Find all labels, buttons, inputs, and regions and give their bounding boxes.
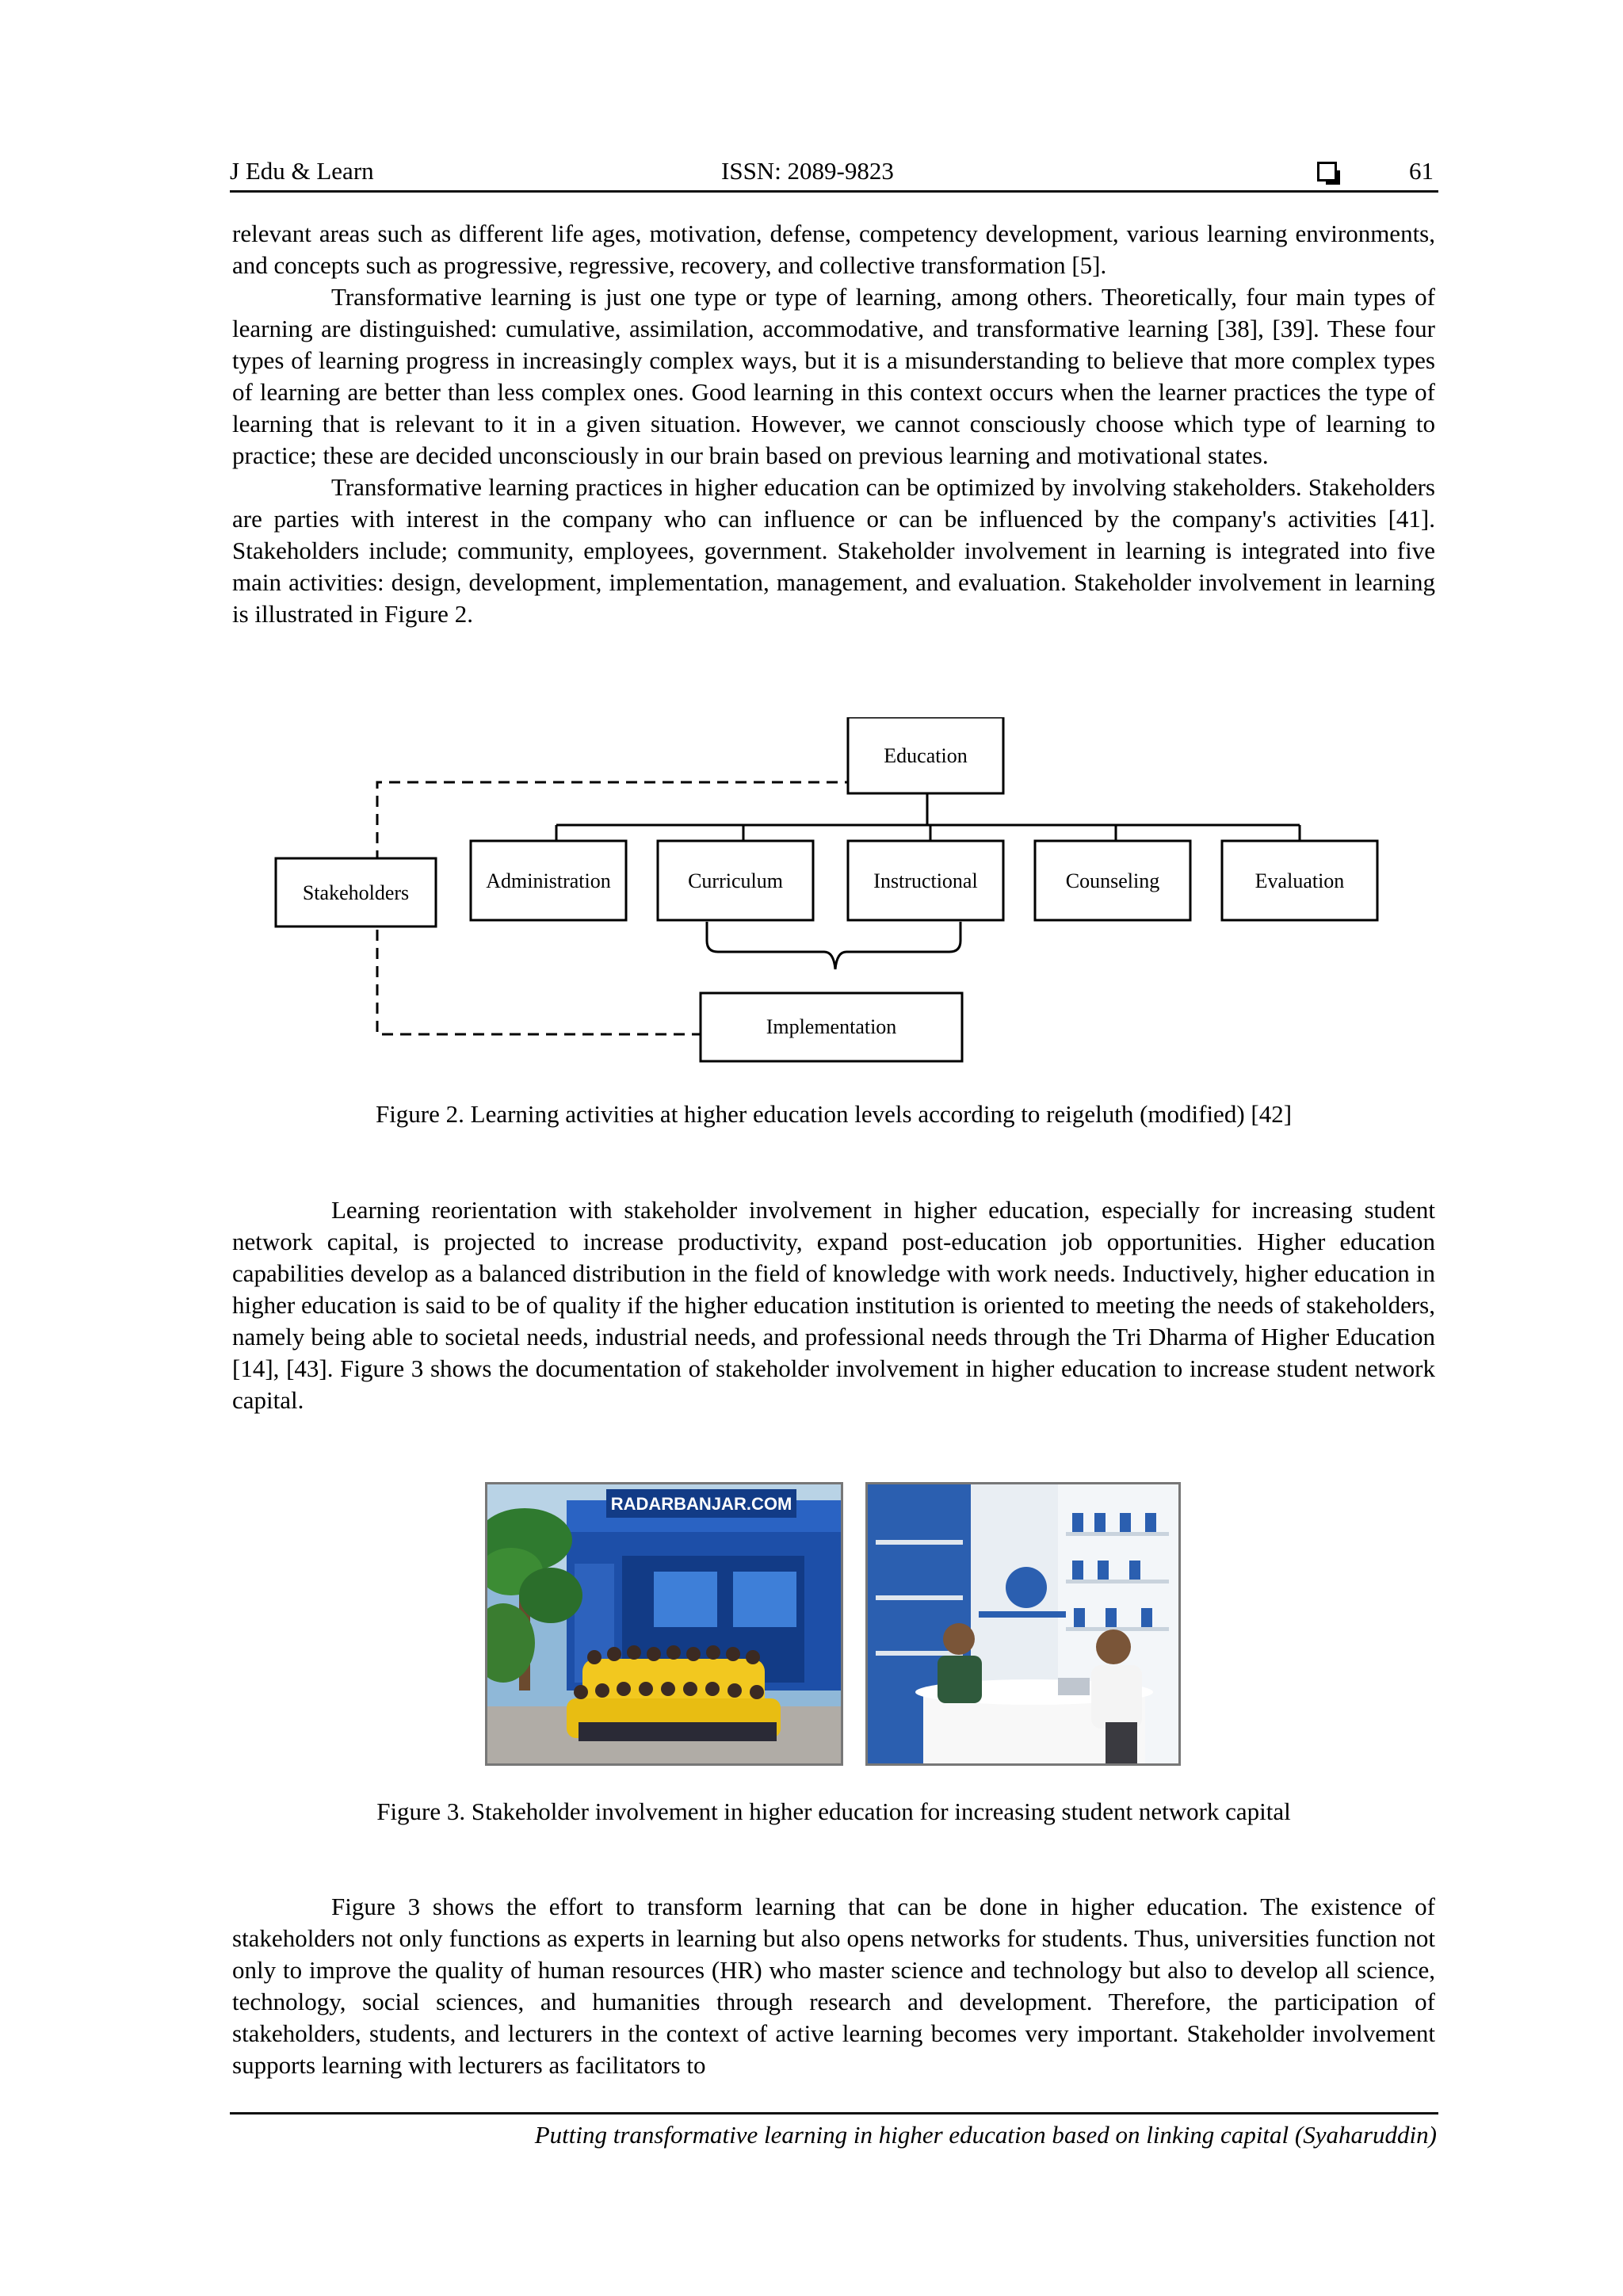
- running-footer: Putting transformative learning in higher education based on linking capital (Syaharuddin): [534, 2121, 1437, 2149]
- paragraph: Transformative learning practices in higher education can be optimized by involving stakeholders. Stakeholders are parties with interest in the company who can influence or can be influenced by the company's activities [41]. Stakeholders include; community, employees, government. Stakeholder involvement in learning is integrated into five main activities: design, development, implementation, management, and evaluation. Stakeholder involvement in learning is illustrated in Figure 2.: [232, 473, 1435, 628]
- checkbox-square-icon: [1317, 162, 1337, 181]
- label-evaluation: Evaluation: [1254, 869, 1345, 892]
- paragraph: Learning reorientation with stakeholder involvement in higher education, especially for increasing student network capital, is projected to increase productivity, expand post-education job opportunities. Higher education capabilities develop as a balanced distribution in the field of knowledge with work needs. Inductively, higher education in higher education is said to be of quality if the higher education institution is oriented to meeting the needs of stakeholders, namely being able to societal needs, industrial needs, and professional needs through the Tri Dharma of Higher Education [14], [43]. Figure 3 shows the documentation of stakeholder involvement in higher education to increase student network capital.: [232, 1196, 1435, 1414]
- body-text-top: [232, 218, 1435, 630]
- page-number: 61: [1409, 157, 1434, 185]
- building-sign: RADARBANJAR.COM: [610, 1494, 792, 1514]
- figure-3-photo-meeting: [865, 1482, 1181, 1766]
- label-education: Education: [884, 744, 968, 767]
- figure-3-photo-group: [485, 1482, 843, 1766]
- paragraph: Figure 3 shows the effort to transform learning that can be done in higher education. The existence of stakeholders not only functions as experts in learning but also opens networks for students. Thus, universities function not only to improve the quality of human resources (HR) who master science and technology but also to develop all science, technology, social sciences, and humanities through research and development. Therefore, the participation of stakeholders, students, and lecturers in the context of active learning becomes very important. Stakeholder involvement supports learning with lecturers as facilitators to: [232, 1893, 1435, 2079]
- page-header: [230, 152, 1438, 193]
- brace: [707, 922, 960, 969]
- body-text-mid: [232, 1194, 1435, 1416]
- dashed-connector-bottom: [377, 930, 704, 1034]
- issn: ISSN: 2089-9823: [721, 157, 894, 185]
- paragraph: relevant areas such as different life ages, motivation, defense, competency development, various learning environments, and concepts such as progressive, regressive, recovery, and collective transformation [5].: [232, 220, 1435, 279]
- body-text-bottom: [232, 1891, 1435, 2081]
- figure-2-caption: Figure 2. Learning activities at higher education levels according to reigeluth (modified) [42]: [375, 1100, 1293, 1128]
- journal-name: J Edu & Learn: [230, 157, 374, 185]
- label-stakeholders: Stakeholders: [302, 881, 410, 904]
- label-implementation: Implementation: [766, 1015, 897, 1038]
- figure-2-diagram: [269, 717, 1395, 1074]
- label-instructional: Instructional: [873, 869, 978, 892]
- footer-divider: [230, 2112, 1438, 2115]
- paragraph: Transformative learning is just one type or type of learning, among others. Theoretically, four main types of learning are distinguished: cumulative, assimilation, accommodative, and transformative learning [38], [39]. These four types of learning progress in increasingly complex ways, but it is a misunderstanding to believe that more complex types of learning are better than less complex ones. Good learning in this context occurs when the learner practices the type of learning that is relevant to it in a given situation. However, we cannot consciously choose which type of learning to practice; these are decided unconsciously in our brain based on previous learning and motivational states.: [232, 283, 1435, 469]
- label-administration: Administration: [486, 869, 611, 892]
- figure-3-caption: Figure 3. Stakeholder involvement in higher education for increasing student network capital: [376, 1797, 1291, 1825]
- label-curriculum: Curriculum: [688, 869, 783, 892]
- label-counseling: Counseling: [1065, 869, 1160, 892]
